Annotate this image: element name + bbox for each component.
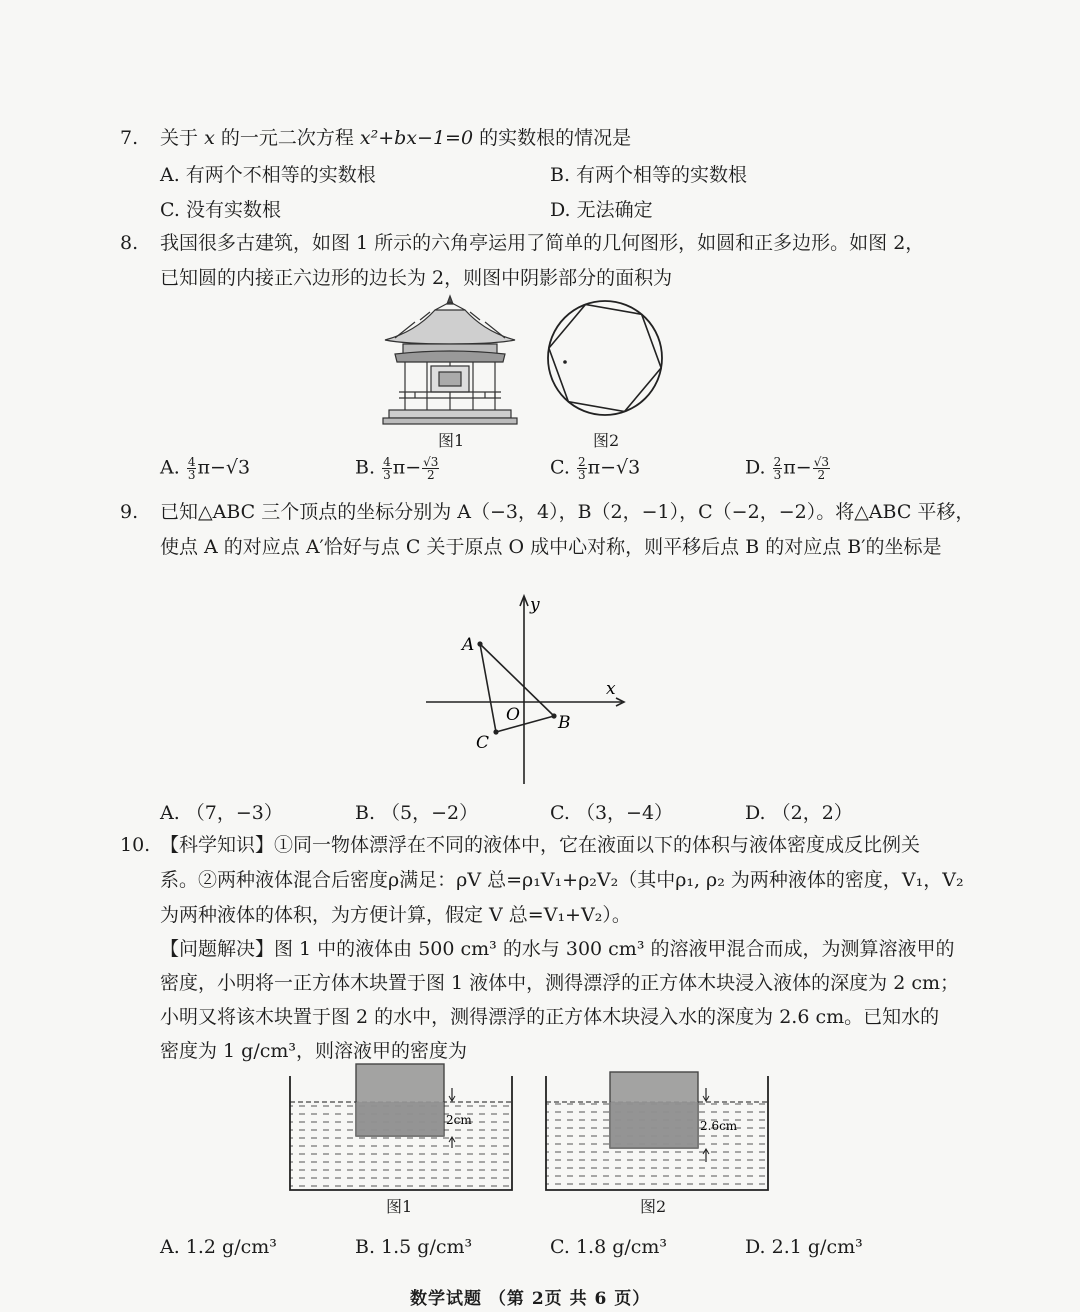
q8-option-c-num: 2 (577, 455, 586, 469)
q8-option-d-fraction (773, 456, 783, 481)
q8-option-c-tail: π−√3 (587, 456, 641, 479)
q8-option-b-label: B. (355, 456, 376, 479)
graph-label-c: C (476, 733, 490, 753)
q8-option-a-den: 3 (187, 468, 196, 482)
graph-label-y: y (530, 595, 540, 615)
q9-option-b: B. （5，−2） (355, 802, 479, 824)
q8-option-b-mid: π− (392, 456, 422, 479)
q7-stem-post: 的实数根的情况是 (479, 127, 632, 149)
q8-option-a-num: 4 (187, 455, 196, 469)
q10-line-3: 为两种液体的体积，为方便计算，假定 V 总=V₁+V₂）。 (160, 904, 631, 926)
q10-line-7: 密度为 1 g/cm³，则溶液甲的密度为 (160, 1040, 468, 1062)
q8-option-a-fraction (187, 456, 197, 481)
graph-label-a: A (462, 635, 475, 655)
q9-line-1: 已知△ABC 三个顶点的坐标分别为 A（−3，4），B（2，−1），C（−2，−2）。将△ABC 平移， (160, 501, 975, 523)
q8-fig2-caption: 图2 (593, 431, 620, 450)
q8-option-b (355, 456, 440, 481)
q10-fig1-container (286, 1062, 516, 1194)
q8-option-c-label: C. (550, 456, 570, 479)
q7-number: 7. (120, 127, 139, 149)
graph-label-x: x (606, 679, 616, 699)
q8-option-d-num2: √3 (813, 455, 829, 469)
q10-fig2-depth-label: 2.6cm (700, 1119, 738, 1133)
q8-option-a-label: A. (160, 456, 180, 479)
graph-label-b: B (558, 713, 571, 733)
q8-option-d-den2: 2 (817, 468, 826, 482)
q7-option-c: C. 没有实数根 (160, 199, 281, 221)
q8-fig1-caption: 图1 (438, 431, 465, 450)
q7-stem-pre: 关于 (160, 127, 199, 149)
q10-line-5: 密度，小明将一正方体木块置于图 1 液体中，测得漂浮的正方体木块浸入液体的深度为 2 cm； (160, 972, 959, 994)
q7-stem (160, 125, 631, 151)
q10-option-d: D. 2.1 g/cm³ (745, 1236, 863, 1258)
q8-option-b-num: 4 (383, 455, 391, 469)
q7-var-x: x (204, 127, 215, 149)
q10-line-6: 小明又将该木块置于图 2 的水中，测得漂浮的正方体木块浸入水的深度为 2.6 cm。已知水的 (160, 1006, 940, 1028)
q8-line-2: 已知圆的内接正六边形的边长为 2，则图中阴影部分的面积为 (160, 267, 673, 289)
q8-option-a-tail: π−√3 (197, 456, 251, 479)
q8-option-c-den: 3 (577, 468, 586, 482)
q8-line-1: 我国很多古建筑，如图 1 所示的六角亭运用了简单的几何图形，如圆和正多边形。如图 2， (160, 232, 925, 254)
q10-line-4: 【问题解决】图 1 中的液体由 500 cm³ 的水与 300 cm³ 的溶液甲混合而成，为测算溶液甲的 (160, 938, 955, 960)
q8-option-b-num2: √3 (423, 455, 439, 469)
q8-option-d-mid: π− (783, 456, 812, 479)
q10-fig2-container (542, 1068, 772, 1194)
q9-number: 9. (120, 501, 139, 523)
q9-option-c: C. （3，−4） (550, 802, 674, 824)
q9-line-2: 使点 A 的对应点 A′恰好与点 C 关于原点 O 成中心对称，则平移后点 B 的对应点 B′的坐标是 (160, 536, 942, 558)
q10-fig1-caption: 图1 (386, 1197, 413, 1216)
q7-option-b: B. 有两个相等的实数根 (550, 164, 748, 186)
q8-option-a (160, 456, 250, 481)
q10-number: 10. (120, 834, 151, 856)
point-b (551, 713, 556, 718)
q7-option-a: A. 有两个不相等的实数根 (160, 164, 376, 186)
q8-option-d-num: 2 (773, 455, 782, 469)
q10-fig1-depth-label: 2cm (446, 1113, 472, 1127)
q8-option-d-den: 3 (773, 468, 782, 482)
q8-option-b-fraction-2 (422, 456, 439, 481)
graph-label-o: O (506, 705, 520, 725)
q8-number: 8. (120, 232, 139, 254)
q9-option-d: D. （2，2） (745, 802, 853, 824)
pavilion-figure (375, 292, 525, 427)
q8-option-d (745, 456, 831, 481)
q7-option-d: D. 无法确定 (550, 199, 653, 221)
page-footer: 数学试题 （第 2页 共 6 页） (410, 1289, 651, 1309)
q8-option-b-den: 3 (383, 468, 391, 482)
q8-option-b-fraction (382, 456, 392, 481)
q8-option-c (550, 456, 640, 481)
q10-option-a: A. 1.2 g/cm³ (160, 1236, 277, 1258)
coordinate-graph (420, 592, 630, 788)
q7-stem-mid: 的一元二次方程 (220, 127, 354, 149)
q10-option-b: B. 1.5 g/cm³ (355, 1236, 473, 1258)
q10-line-1: 【科学知识】①同一物体漂浮在不同的液体中，它在液面以下的体积与液体密度成反比例关 (160, 834, 921, 856)
q8-option-d-label: D. (745, 456, 766, 479)
circle-hexagon-figure (545, 298, 665, 418)
point-c (493, 729, 498, 734)
q8-option-b-den2: 2 (426, 468, 435, 482)
point-a (477, 641, 482, 646)
q10-option-c: C. 1.8 g/cm³ (550, 1236, 668, 1258)
q8-option-c-fraction (577, 456, 587, 481)
q9-option-a: A. （7，−3） (160, 802, 283, 824)
q10-fig2-caption: 图2 (640, 1197, 667, 1216)
q8-option-d-fraction-2 (813, 456, 830, 481)
q7-equation: x²+bx−1=0 (359, 127, 474, 149)
q10-line-2: 系。②两种液体混合后密度ρ满足：ρV 总=ρ₁V₁+ρ₂V₂（其中ρ₁, ρ₂ 为两种液体的密度，V₁，V₂ (160, 869, 964, 891)
